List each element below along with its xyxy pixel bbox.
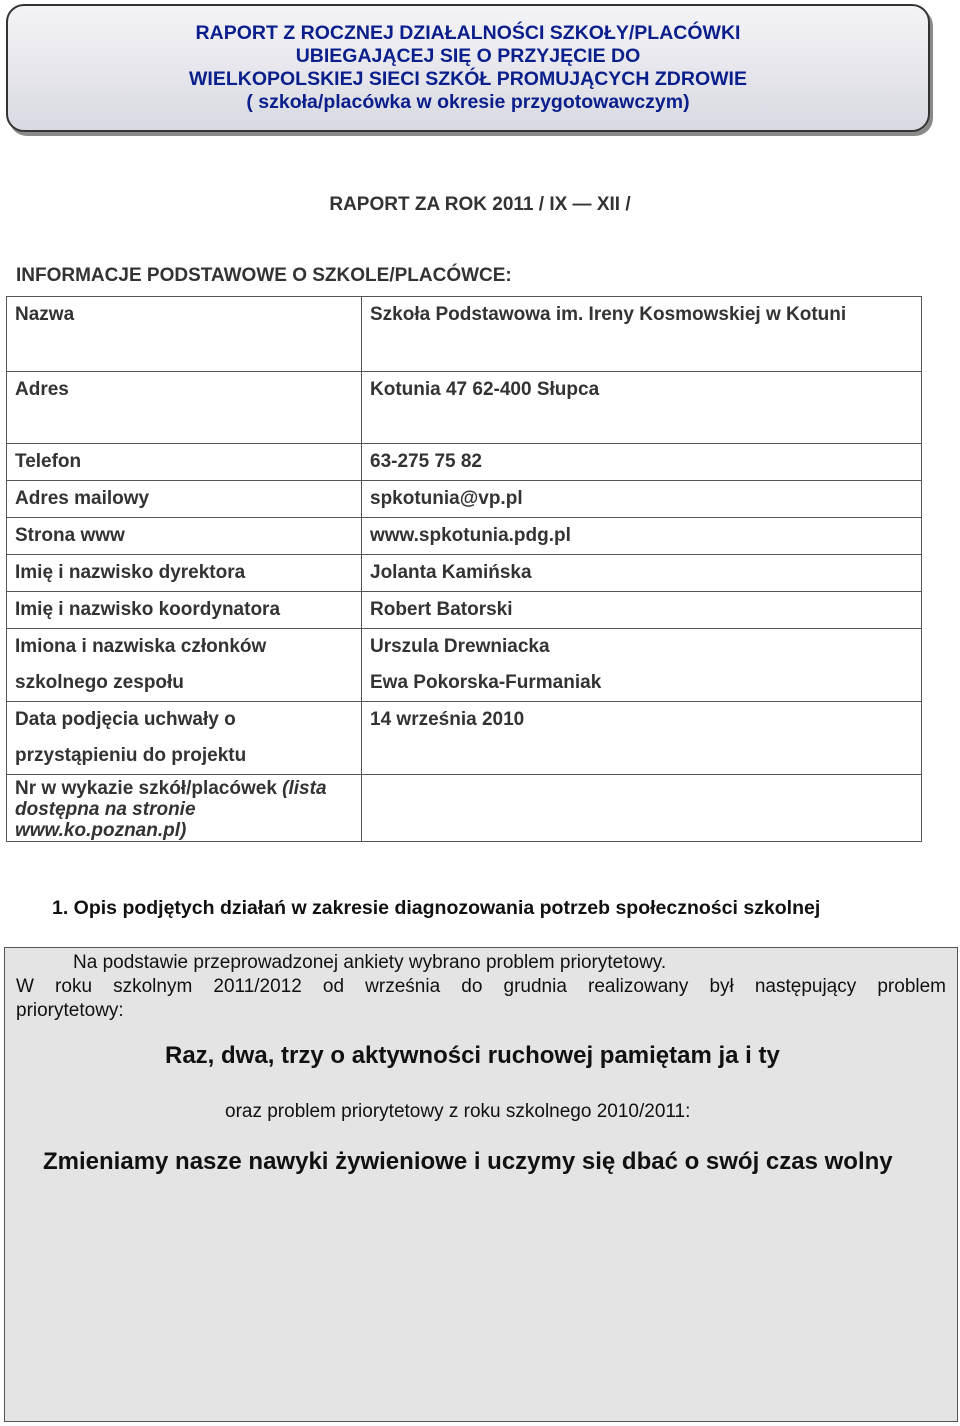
table-row bbox=[7, 444, 922, 481]
row-value: 63-275 75 82 bbox=[362, 444, 922, 481]
table-row bbox=[7, 481, 922, 518]
title-line-4: ( szkoła/placówka w okresie przygotowawczym) bbox=[246, 91, 690, 113]
section-heading: 1. Opis podjętych działań w zakresie diagnozowania potrzeb społeczności szkolnej bbox=[52, 897, 821, 919]
description-paragraph-3: priorytetowy: bbox=[16, 1000, 124, 1021]
info-heading: INFORMACJE PODSTAWOWE O SZKOLE/PLACÓWCE: bbox=[16, 265, 512, 286]
member-name: Ewa Pokorska-Furmaniak bbox=[370, 672, 602, 693]
table-row bbox=[7, 297, 922, 372]
report-title-box bbox=[6, 4, 930, 132]
row-label-line: Data podjęcia uchwały o bbox=[15, 709, 236, 730]
row-label bbox=[7, 775, 362, 842]
row-label-line: przystąpieniu do projektu bbox=[15, 745, 247, 766]
priority-problem-previous-intro: oraz problem priorytetowy z roku szkolnego 2010/2011: bbox=[225, 1101, 691, 1122]
priority-problem-current: Raz, dwa, trzy o aktywności ruchowej pamiętam ja i ty bbox=[165, 1042, 780, 1069]
row-label: Telefon bbox=[7, 444, 362, 481]
row-value: Kotunia 47 62-400 Słupca bbox=[362, 372, 922, 444]
row-value: spkotunia@vp.pl bbox=[362, 481, 922, 518]
row-value: Jolanta Kamińska bbox=[362, 555, 922, 592]
row-label-line: szkolnego zespołu bbox=[15, 672, 184, 693]
table-row bbox=[7, 518, 922, 555]
row-label: Adres mailowy bbox=[7, 481, 362, 518]
table-row bbox=[7, 775, 922, 842]
row-label: Nazwa bbox=[7, 297, 362, 372]
row-value: Szkoła Podstawowa im. Ireny Kosmowskiej w Kotuni bbox=[362, 297, 922, 372]
table-row bbox=[7, 702, 922, 775]
row-value bbox=[362, 775, 922, 842]
row-value bbox=[362, 629, 922, 702]
member-name: Urszula Drewniacka bbox=[370, 636, 550, 657]
row-label bbox=[7, 629, 362, 702]
description-paragraph-2: W roku szkolnym 2011/2012 od września do grudnia realizowany był następujący problem bbox=[16, 976, 946, 997]
row-label: Imię i nazwisko koordynatora bbox=[7, 592, 362, 629]
row-label: Imię i nazwisko dyrektora bbox=[7, 555, 362, 592]
description-box bbox=[4, 947, 958, 1422]
title-line-1: RAPORT Z ROCZNEJ DZIAŁALNOŚCI SZKOŁY/PLACÓWKI bbox=[195, 22, 741, 44]
row-label bbox=[7, 702, 362, 775]
table-row bbox=[7, 555, 922, 592]
title-line-2: UBIEGAJĄCEJ SIĘ O PRZYJĘCIE DO bbox=[295, 45, 641, 67]
title-line-3: WIELKOPOLSKIEJ SIECI SZKÓŁ PROMUJĄCYCH ZDROWIE bbox=[189, 68, 747, 90]
row-value: www.spkotunia.pdg.pl bbox=[362, 518, 922, 555]
row-label-italic: (lista dostępna na stronie www.ko.poznan.pl) bbox=[15, 778, 327, 841]
row-value: 14 września 2010 bbox=[362, 702, 922, 775]
row-label: Adres bbox=[7, 372, 362, 444]
table-row bbox=[7, 372, 922, 444]
description-paragraph-1: Na podstawie przeprowadzonej ankiety wybrano problem priorytetowy. bbox=[73, 952, 667, 973]
row-label-normal: Nr w wykazie szkół/placówek bbox=[15, 778, 283, 799]
table-row bbox=[7, 629, 922, 702]
table-row bbox=[7, 592, 922, 629]
school-info-table bbox=[6, 296, 922, 842]
row-label-line: Imiona i nazwiska członków bbox=[15, 636, 267, 657]
row-label: Strona www bbox=[7, 518, 362, 555]
report-year: RAPORT ZA ROK 2011 / IX — XII / bbox=[329, 194, 631, 215]
priority-problem-previous: Zmieniamy nasze nawyki żywieniowe i uczymy się dbać o swój czas wolny bbox=[43, 1148, 893, 1175]
row-value: Robert Batorski bbox=[362, 592, 922, 629]
